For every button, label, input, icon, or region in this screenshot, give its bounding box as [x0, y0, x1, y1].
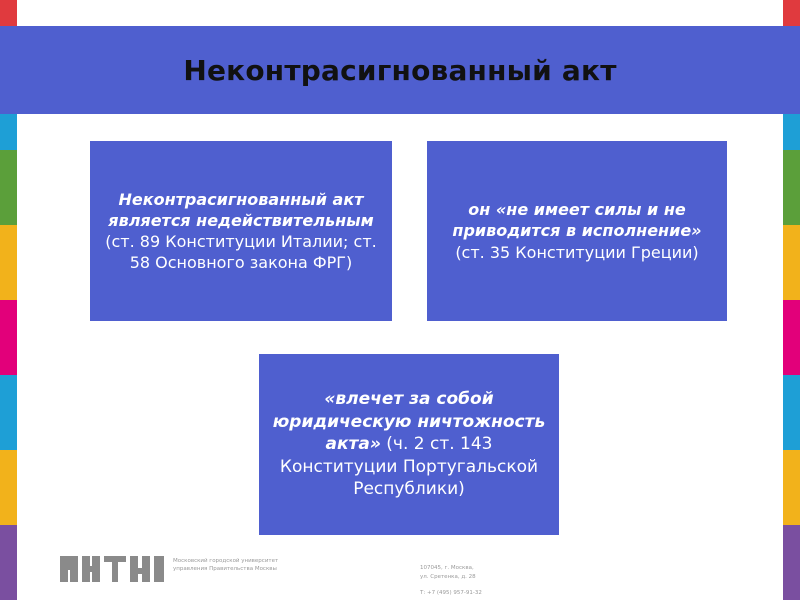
footer-org-name: Московский городской университет управления Правительства Москвы	[173, 558, 279, 572]
box-emphasis: он «не имеет силы и не приводится в исполнение»	[452, 200, 702, 241]
box-content	[437, 199, 717, 262]
stripe	[0, 375, 17, 450]
stripe	[783, 375, 800, 450]
box-content	[269, 388, 549, 500]
address-line: 107045, г. Москва,	[420, 565, 474, 571]
stripe	[0, 300, 17, 375]
stripe	[0, 150, 17, 225]
box-reference: (ст. 89 Конституции Италии; ст. 58 Основного закона ФРГ)	[105, 232, 377, 273]
university-logo-icon	[60, 556, 164, 582]
box-emphasis: «влечет за собой юридическую ничтожность акта»	[272, 389, 546, 455]
box-reference: (ч. 2 ст. 143 Конституции Португальской Республики)	[279, 434, 539, 500]
box-emphasis: Неконтрасигнованный акт является недействительным	[108, 189, 374, 230]
text-box-greece	[427, 141, 727, 321]
stripe	[783, 150, 800, 225]
phone-line: Т: +7 (495) 957-91-32	[420, 589, 482, 596]
stripe	[0, 450, 17, 525]
stripe	[783, 225, 800, 300]
address-line: ул. Сретенка, д. 28	[420, 573, 476, 580]
stripe	[0, 525, 17, 600]
slide-title: Неконтрасигнованный акт	[183, 53, 617, 87]
title-band	[0, 26, 800, 114]
stripe	[783, 525, 800, 600]
box-content	[100, 189, 382, 273]
stripe	[0, 225, 17, 300]
stripe	[783, 300, 800, 375]
stripe	[783, 450, 800, 525]
text-box-italy-germany	[90, 141, 392, 321]
footer-address	[420, 564, 482, 597]
box-reference: (ст. 35 Конституции Греции)	[455, 242, 699, 262]
text-box-portugal	[259, 354, 559, 535]
